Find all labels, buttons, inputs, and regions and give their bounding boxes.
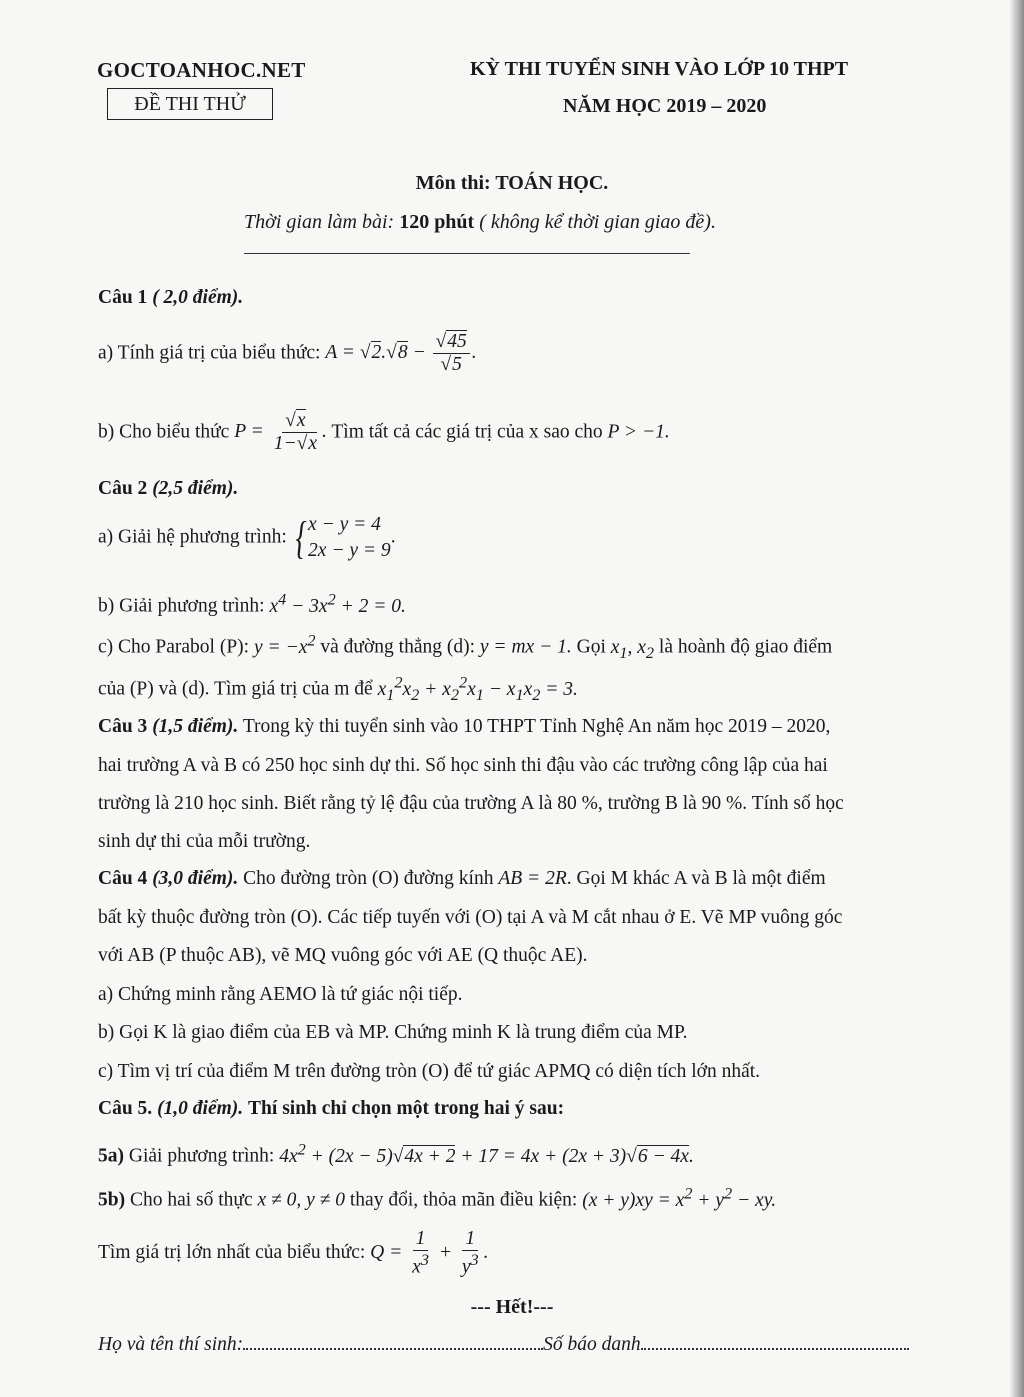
q5a-label: 5a) xyxy=(98,1145,124,1167)
q1a xyxy=(98,331,477,377)
q2c-line-label: (d): xyxy=(446,636,476,658)
q1-title: Câu 1 xyxy=(98,287,148,308)
q5-points: (1,0 điểm). xyxy=(157,1098,244,1119)
q1a-formula: A = √2.√8 − $\frac{√45}{√5}$ . xyxy=(325,331,477,376)
q4a: a) Chứng minh rằng AEMO là tứ giác nội tiếp. xyxy=(98,984,463,1005)
q2c-text4: là hoành độ giao điểm xyxy=(658,636,833,658)
q5b-vars: x ≠ 0, y ≠ 0 xyxy=(257,1189,345,1211)
q4-diameter: AB = 2R xyxy=(498,868,567,889)
q4-text-1a: Cho đường tròn (O) đường kính xyxy=(243,868,494,889)
q1b-text: b) Cho biểu thức xyxy=(98,421,230,443)
q1-points: ( 2,0 điểm). xyxy=(152,287,244,308)
q1a-text: a) Tính giá trị của biểu thức: xyxy=(98,342,321,364)
q4-line1 xyxy=(98,868,826,890)
q2a-text: a) Giải hệ phương trình: xyxy=(98,526,287,548)
q4-points: (3,0 điểm). xyxy=(152,868,239,889)
q2c-line1 xyxy=(98,631,832,662)
header-divider xyxy=(244,253,690,254)
q3-title: Câu 3 xyxy=(98,716,148,737)
q3-line3: trường là 210 học sinh. Biết rằng tỷ lệ đậu của trường A là 80 %, trường B là 90 %. Tính số học xyxy=(98,793,844,814)
candidate-id-field xyxy=(641,1338,909,1350)
q1b xyxy=(98,410,670,456)
end-marker: --- Hết!--- xyxy=(470,1296,554,1318)
candidate-name-field xyxy=(243,1338,543,1350)
time-note: ( không kể thời gian giao đề). xyxy=(479,211,716,233)
q2a: a) Giải hệ phương trình: { x − y = 4 2x − y = 9 . xyxy=(98,512,396,563)
q2c-text5: của (P) và (d). Tìm giá trị của m để xyxy=(98,678,373,700)
q4-text-1b: . Gọi M khác A và B là một điểm xyxy=(566,868,826,889)
trial-exam-badge: ĐỀ THI THỬ xyxy=(107,88,273,120)
q3-line1 xyxy=(98,716,830,738)
q5b xyxy=(98,1184,776,1212)
q5a-text: Giải phương trình: xyxy=(128,1145,275,1167)
school-year: NĂM HỌC 2019 – 2020 xyxy=(563,95,767,117)
q3-points: (1,5 điểm). xyxy=(152,716,239,737)
q5c-formula: Q = $\frac{1}{x^3}$ + $\frac{1}{y^3}$ . xyxy=(370,1228,489,1278)
time-value: 120 phút xyxy=(399,211,475,233)
q2c-line-eq: y = mx − 1. xyxy=(479,636,572,658)
q2-heading xyxy=(98,478,238,500)
exam-title: KỲ THI TUYỂN SINH VÀO LỚP 10 THPT xyxy=(470,58,849,80)
q3-text-1: Trong kỳ thi tuyển sinh vào 10 THPT Tỉnh Nghệ An năm học 2019 – 2020, xyxy=(242,716,831,737)
q2a-system: { x − y = 4 2x − y = 9 xyxy=(295,512,391,563)
candidate-name-label: Họ và tên thí sinh: xyxy=(98,1334,244,1355)
q5b-text1: Cho hai số thực xyxy=(129,1189,253,1211)
q3-line2: hai trường A và B có 250 học sinh dự thi. Số học sinh thi đậu vào các trường công lập của hai xyxy=(98,755,828,776)
q4c: c) Tìm vị trí của điểm M trên đường tròn (O) để tứ giác APMQ có diện tích lớn nhất. xyxy=(98,1061,761,1082)
q2c-text1: c) Cho Parabol (P): xyxy=(98,636,250,658)
q4-line3: với AB (P thuộc AB), vẽ MQ vuông góc với AE (Q thuộc AE). xyxy=(98,945,588,966)
candidate-footer xyxy=(98,1334,909,1356)
q2-title: Câu 2 xyxy=(98,478,148,499)
q2-points: (2,5 điểm). xyxy=(152,478,239,499)
q2b-text: b) Giải phương trình: xyxy=(98,595,265,617)
subject-line xyxy=(0,172,1024,195)
q1b-condition: P > −1. xyxy=(607,421,670,443)
subject-value: TOÁN HỌC. xyxy=(495,172,609,194)
site-name: GOCTOANHOC.NET xyxy=(97,58,306,82)
q4-line2: bất kỳ thuộc đường tròn (O). Các tiếp tuyến với (O) tại A và M cắt nhau ở E. Vẽ MP vuông góc xyxy=(98,907,843,928)
q2c-roots: $x_1$, $x_2$ xyxy=(610,636,655,662)
q4b: b) Gọi K là giao điểm của EB và MP. Chứng minh K là trung điểm của MP. xyxy=(98,1022,688,1043)
q3-line4: sinh dự thi của mỗi trường. xyxy=(98,831,311,852)
q1b-tail: Tìm tất cả các giá trị của x sao cho xyxy=(331,421,603,443)
q5a-formula: $4x^2 + (2x - 5)√4x + 2 + 17 = 4x + (2x + 3)√6 - 4x$. xyxy=(279,1140,694,1167)
q5b-label: 5b) xyxy=(98,1189,126,1211)
q5c-text: Tìm giá trị lớn nhất của biểu thức: xyxy=(98,1242,366,1264)
time-line xyxy=(0,211,960,234)
q2b xyxy=(98,590,406,618)
q2c-text3: Gọi xyxy=(576,636,606,658)
page-edge-shadow xyxy=(1010,0,1024,1397)
q4-title: Câu 4 xyxy=(98,868,148,889)
candidate-id-label: Số báo danh xyxy=(543,1334,641,1355)
q5-heading xyxy=(98,1098,564,1120)
q2b-formula: $x^4 - 3x^2 + 2 = 0$. xyxy=(269,590,406,617)
q1b-formula: P = $\frac{√x}{1-√x}$ . xyxy=(234,410,327,455)
q5c xyxy=(98,1228,489,1279)
subject-label: Môn thi: xyxy=(415,172,491,194)
q2c-text2: và đường thẳng xyxy=(320,636,442,658)
q5-instruction: Thí sinh chỉ chọn một trong hai ý sau: xyxy=(248,1098,565,1119)
q2c-parabola: $y = -x^2$ xyxy=(253,631,316,658)
q5a xyxy=(98,1140,694,1168)
time-label: Thời gian làm bài: xyxy=(244,211,395,233)
q5b-text2: thay đổi, thỏa mãn điều kiện: xyxy=(349,1189,578,1211)
q1-heading xyxy=(98,287,243,309)
q5b-condition: $(x + y)xy = x^2 + y^2$ − xy. xyxy=(582,1184,777,1211)
q5-title: Câu 5. xyxy=(98,1098,153,1119)
q2c-condition: $x_1^2x_2 + x_2^2x_1 - x_1x_2 = 3$. xyxy=(377,673,578,704)
q2c-line2 xyxy=(98,673,578,704)
